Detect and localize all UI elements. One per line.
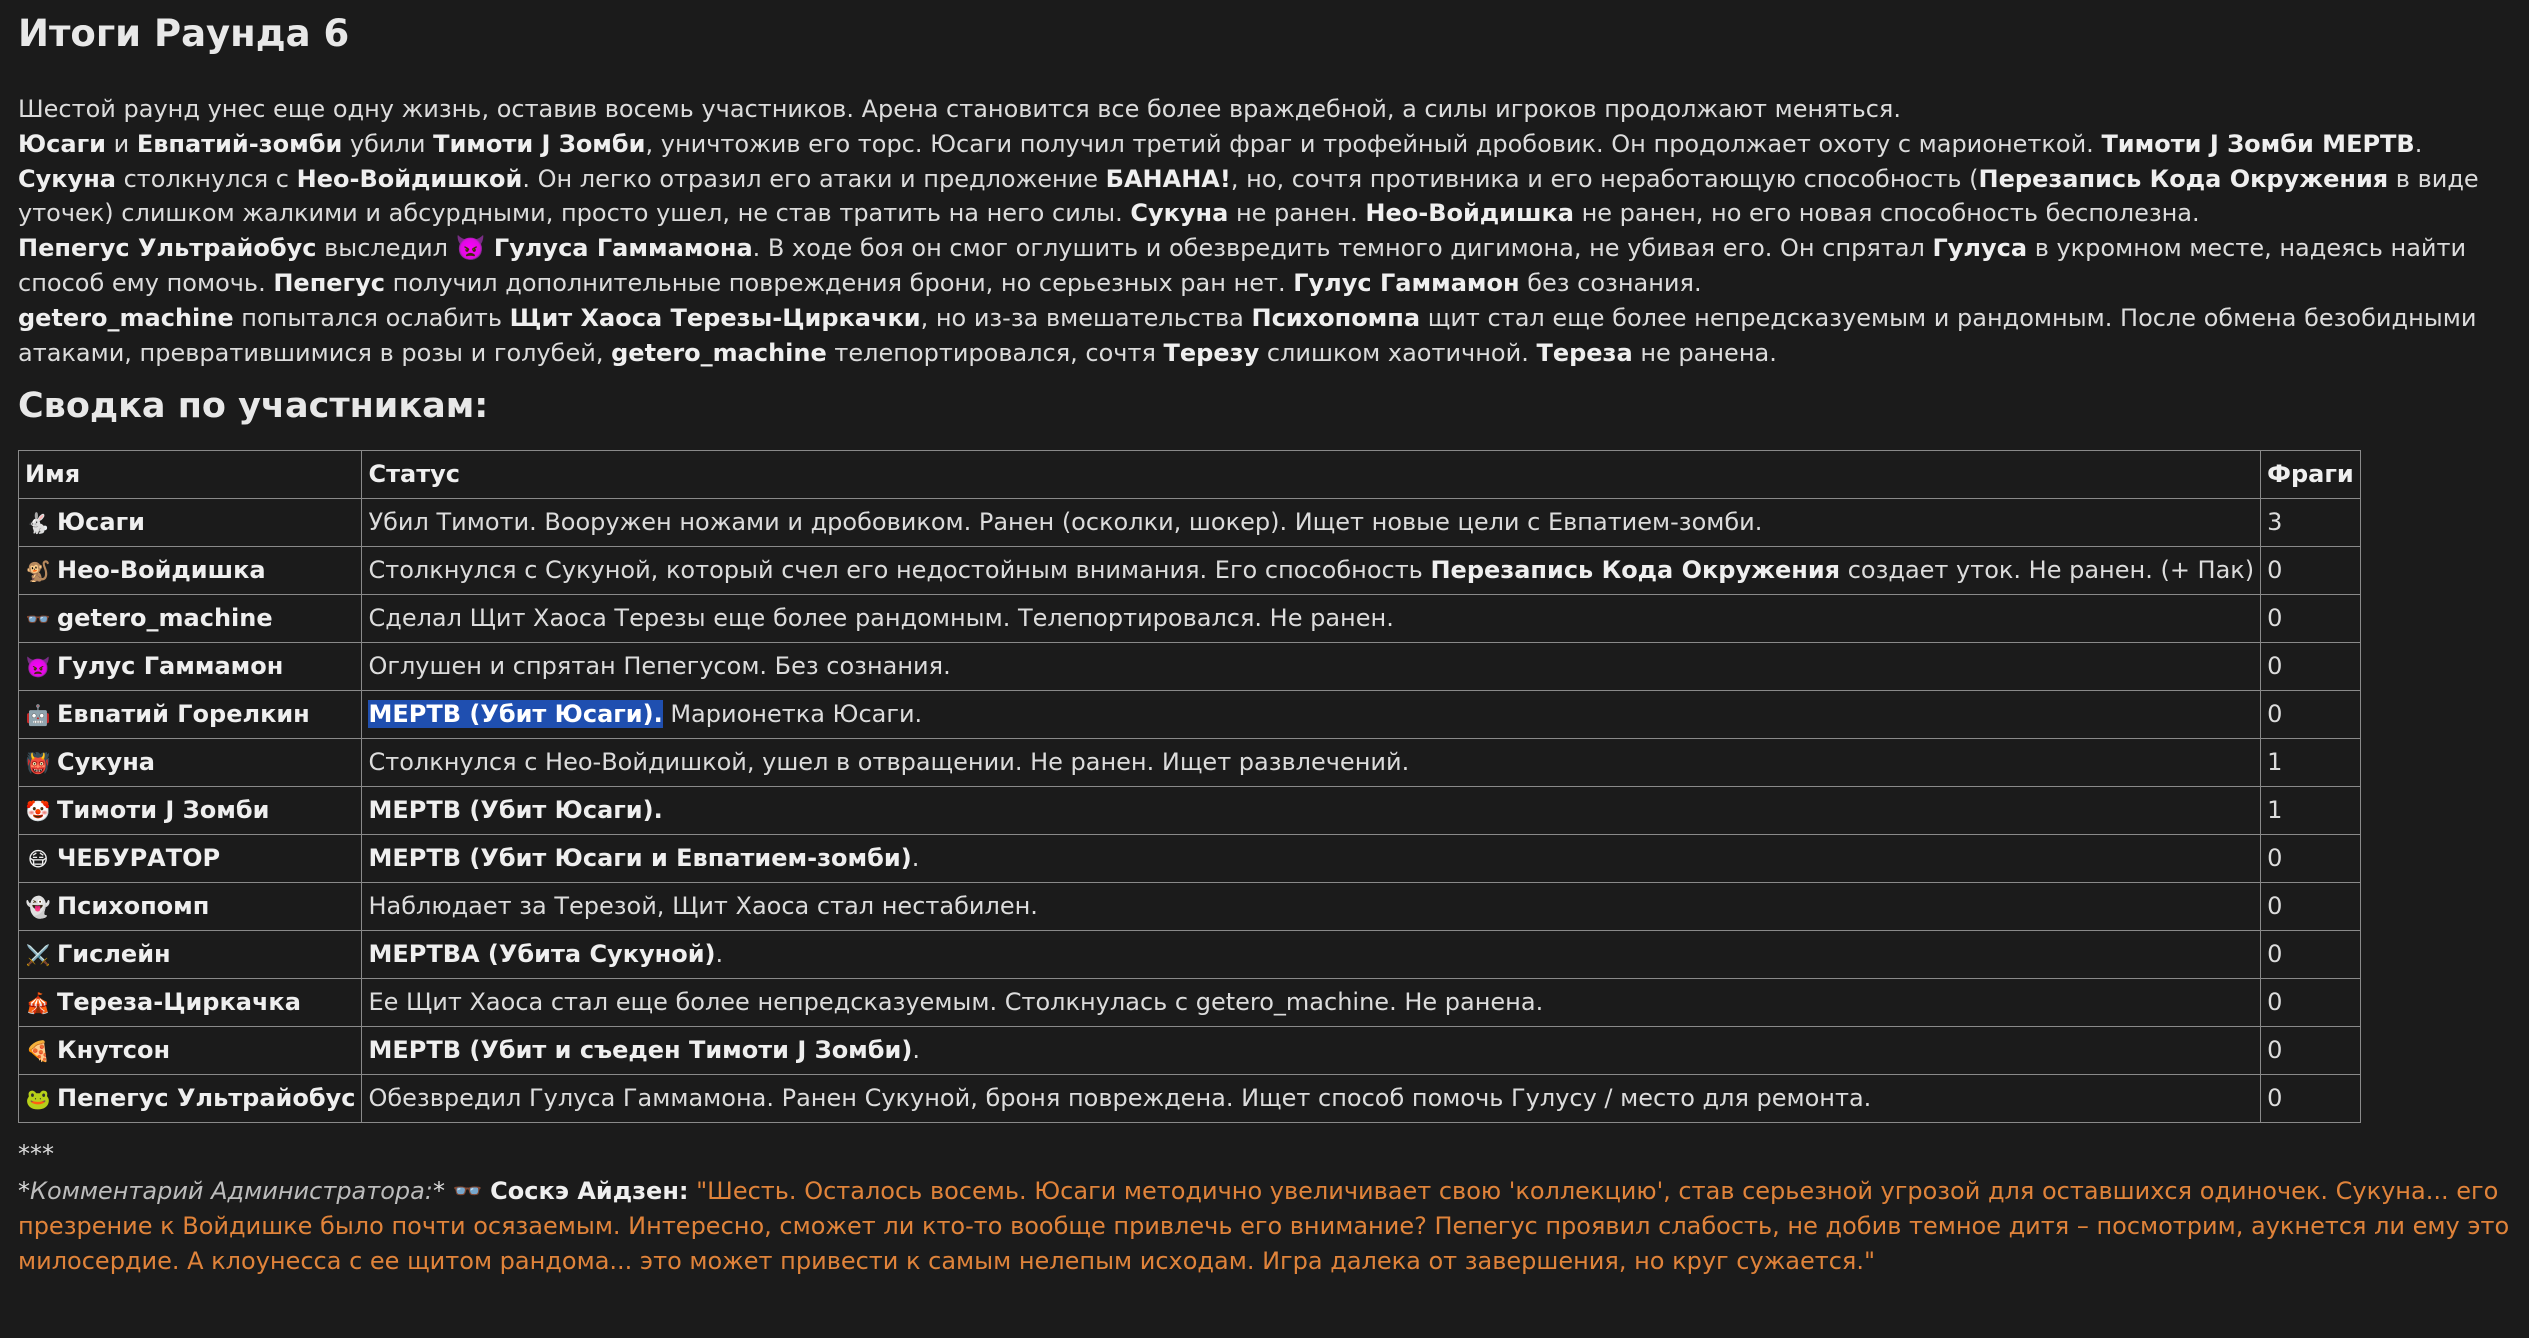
participants-table <box>18 450 2361 1123</box>
participant-name: Кнутсон <box>57 1036 171 1065</box>
round-summary-text <box>18 92 2511 370</box>
text: без сознания. <box>1519 268 1702 297</box>
bold-text: МЕРТВ (Убит Юсаги и Евпатием-зомби) <box>368 844 912 873</box>
text: выследил <box>316 234 456 263</box>
participant-frags-cell: 0 <box>2261 979 2361 1027</box>
glasses-icon: 👓 <box>452 1177 483 1206</box>
participant-name: Тимоти J Зомби <box>57 796 270 825</box>
participant-name-cell <box>19 835 362 883</box>
participant-name-cell <box>19 787 362 835</box>
participant-name: Психопомп <box>57 892 210 921</box>
text: создает уток. Не ранен. (+ Пак) <box>1840 556 2255 585</box>
participant-frags-cell: 0 <box>2261 595 2361 643</box>
participant-emoji-icon: 🐒 <box>25 559 51 584</box>
participant-name: Пепегус Ультрайобус <box>57 1084 356 1113</box>
text: в укромном месте, надеясь найти способ ему помочь. <box>18 234 2467 297</box>
participant-emoji-icon: 👹 <box>25 751 51 776</box>
participant-frags-cell: 0 <box>2261 1075 2361 1123</box>
participant-status-cell <box>362 979 2261 1027</box>
text: Наблюдает за Терезой, Щит Хаоса стал нестабилен. <box>368 892 1038 921</box>
participant-emoji-icon: 🤡 <box>25 799 51 824</box>
bold-text: Психопомпа <box>1251 303 1421 332</box>
text: попытался ослабить <box>233 303 510 332</box>
bold-text: Щит Хаоса Терезы-Циркачки <box>509 303 921 332</box>
participant-status-cell <box>362 595 2261 643</box>
participant-emoji-icon: 👿 <box>25 655 51 680</box>
participant-name: Нео-Войдишка <box>57 556 266 585</box>
text: Ее Щит Хаоса стал еще более непредсказуемым. Столкнулась с getero_machine. Не ранена. <box>368 988 1544 1017</box>
header-name: Имя <box>19 451 362 499</box>
header-frags: Фраги <box>2261 451 2361 499</box>
page-title: Итоги Раунда 6 <box>18 12 350 55</box>
text: столкнулся с <box>115 164 297 193</box>
devil-icon: 👿 <box>455 234 486 263</box>
participant-frags-cell: 1 <box>2261 739 2361 787</box>
text: Оглушен и спрятан Пепегусом. Без сознания. <box>368 652 951 681</box>
bold-text: Гулуса Гаммамона <box>485 234 753 263</box>
table-row <box>19 595 2361 643</box>
table-row <box>19 643 2361 691</box>
participant-emoji-icon: 🐇 <box>25 511 51 536</box>
text: слишком хаотичной. <box>1259 338 1537 367</box>
participant-frags-cell: 0 <box>2261 643 2361 691</box>
comment-speaker: Соскэ Айдзен: <box>490 1177 689 1206</box>
table-header-row <box>19 451 2361 499</box>
text: телепортировался, сочтя <box>826 338 1164 367</box>
participant-status-cell <box>362 883 2261 931</box>
participant-status-cell <box>362 931 2261 979</box>
participant-name: Гулус Гаммамон <box>57 652 284 681</box>
participant-name-cell <box>19 883 362 931</box>
text: , но из-за вмешательства <box>920 303 1252 332</box>
text: Столкнулся с Сукуной, который счел его недостойным внимания. Его способность <box>368 556 1431 585</box>
text: Обезвредил Гулуса Гаммамона. Ранен Сукуной, броня повреждена. Ищет способ помочь Гулусу / место для ремонта. <box>368 1084 1872 1113</box>
participant-emoji-icon: 👻 <box>25 895 51 920</box>
participant-emoji-icon: 😷 <box>27 847 49 872</box>
admin-comment <box>18 1174 2511 1278</box>
participant-name-cell <box>19 595 362 643</box>
participant-frags-cell: 3 <box>2261 499 2361 547</box>
participant-emoji-icon: 🎪 <box>25 991 51 1016</box>
participant-frags-cell: 0 <box>2261 547 2361 595</box>
text: и <box>105 129 137 158</box>
participant-name-cell <box>19 499 362 547</box>
table-row <box>19 835 2361 883</box>
table-row <box>19 1075 2361 1123</box>
participant-status-cell <box>362 787 2261 835</box>
participant-status-cell <box>362 499 2261 547</box>
bold-text: Нео-Войдишка <box>1365 199 1574 228</box>
bold-text: Сукуна <box>1130 199 1229 228</box>
table-row <box>19 739 2361 787</box>
text: Марионетка Юсаги. <box>662 700 923 729</box>
participant-name-cell <box>19 1027 362 1075</box>
participant-name: Тереза-Циркачка <box>57 988 301 1017</box>
table-row <box>19 547 2361 595</box>
participant-frags-cell: 0 <box>2261 931 2361 979</box>
highlighted-text: МЕРТВ (Убит Юсаги). <box>368 700 663 729</box>
participant-frags-cell: 0 <box>2261 1027 2361 1075</box>
text: не ранен. <box>1228 199 1366 228</box>
text: Убил Тимоти. Вооружен ножами и дробовиком. Ранен (осколки, шокер). Ищет новые цели с Евпатием-зомби. <box>368 508 1763 537</box>
text: . <box>912 1036 920 1065</box>
participant-frags-cell: 0 <box>2261 835 2361 883</box>
bold-text: Сукуна <box>18 164 116 193</box>
participant-status-cell <box>362 643 2261 691</box>
participant-status-cell <box>362 1075 2261 1123</box>
participant-emoji-icon: 🍕 <box>25 1039 51 1064</box>
separator: *** <box>18 1140 54 1169</box>
participant-name-cell <box>19 931 362 979</box>
intro-paragraph <box>18 301 2511 371</box>
participant-frags-cell: 1 <box>2261 787 2361 835</box>
bold-text: Нео-Войдишкой <box>296 164 523 193</box>
text: . Он легко отразил его атаки и предложение <box>522 164 1106 193</box>
bold-text: getero_machine <box>611 338 827 367</box>
text: Столкнулся с Нео-Войдишкой, ушел в отвращении. Не ранен. Ищет развлечений. <box>368 748 1410 777</box>
bold-text: МЕРТВ (Убит и съеден Тимоти J Зомби) <box>368 1036 913 1065</box>
text: получил дополнительные повреждения брони, но серьезных ран нет. <box>384 268 1294 297</box>
bold-text: Тимоти J Зомби МЕРТВ <box>2101 129 2415 158</box>
intro-paragraph <box>18 92 2511 127</box>
bold-text: МЕРТВ (Убит Юсаги). <box>368 796 663 825</box>
comment-prefix: * <box>18 1177 30 1206</box>
participant-status-cell <box>362 1027 2261 1075</box>
participant-status-cell <box>362 547 2261 595</box>
bold-text: Тимоти J Зомби <box>433 129 646 158</box>
participant-emoji-icon: ⚔️ <box>25 943 51 968</box>
text: . <box>911 844 920 873</box>
participant-name-cell <box>19 643 362 691</box>
table-row <box>19 1027 2361 1075</box>
bold-text: Тереза <box>1536 338 1633 367</box>
comment-suffix: * <box>432 1177 453 1206</box>
participant-frags-cell: 0 <box>2261 883 2361 931</box>
bold-text: Юсаги <box>18 129 106 158</box>
text: не ранена. <box>1632 338 1777 367</box>
participant-emoji-icon: 🐸 <box>25 1087 51 1112</box>
table-row <box>19 979 2361 1027</box>
participant-status-cell <box>362 835 2261 883</box>
bold-text: Пепегус <box>273 268 385 297</box>
text: Шестой раунд унес еще одну жизнь, оставив восемь участников. Арена становится все более враждебной, а силы игроков продолжают меняться. <box>18 95 1901 123</box>
participant-name: ЧЕБУРАТОР <box>57 844 221 873</box>
bold-text: Евпатий-зомби <box>136 129 343 158</box>
participant-name: Евпатий Горелкин <box>57 700 310 729</box>
text: Сделал Щит Хаоса Терезы еще более рандомным. Телепортировался. Не ранен. <box>368 604 1394 633</box>
participant-name: Гислейн <box>57 940 171 969</box>
bold-text: Пепегус Ультрайобус <box>18 234 317 263</box>
bold-text: getero_machine <box>18 303 234 332</box>
participant-status-cell <box>362 739 2261 787</box>
participant-emoji-icon: 👓 <box>25 607 51 632</box>
bold-text: Перезапись Кода Окружения <box>1430 556 1841 585</box>
text: . В ходе боя он смог оглушить и обезвредить темного дигимона, не убивая его. Он спрятал <box>752 234 1933 263</box>
intro-paragraph <box>18 127 2511 162</box>
participant-name-cell <box>19 1075 362 1123</box>
table-row <box>19 691 2361 739</box>
bold-text: Терезу <box>1163 338 1260 367</box>
bold-text: Гулуса <box>1932 234 2028 263</box>
participant-name-cell <box>19 979 362 1027</box>
text: . <box>2414 129 2423 158</box>
participant-name: Сукуна <box>57 748 155 777</box>
text: не ранен, но его новая способность бесполезна. <box>1573 199 2200 228</box>
participant-frags-cell: 0 <box>2261 691 2361 739</box>
text: в виде уточек) слишком жалкими и абсурдными, просто ушел, не став тратить на него силы. <box>18 164 2479 228</box>
participant-name-cell <box>19 691 362 739</box>
header-status: Статус <box>362 451 2261 499</box>
participant-status-cell <box>362 691 2261 739</box>
text: щит стал еще более непредсказуемым и рандомным. После обмена безобидными атаками, превратившимися в розы и голубей, <box>18 303 2477 367</box>
participant-name-cell <box>19 739 362 787</box>
summary-heading: Сводка по участникам: <box>18 386 489 427</box>
intro-paragraph <box>18 231 2511 301</box>
participant-name: Юсаги <box>57 508 145 537</box>
participant-name-cell <box>19 547 362 595</box>
bold-text: МЕРТВА (Убита Сукуной) <box>368 940 716 969</box>
bold-text: БАНАНА! <box>1105 164 1231 193</box>
comment-quote: "Шесть. Осталось восемь. Юсаги методично увеличивает свою 'коллекцию', став серьезной угрозой для оставшихся одиночек. Сукуна... его презрение к Войдишке было почти осязаемым. Интересно, сможет ли кто-то вообще привлечь его внимание? Пепегус проявил слабость, не добив темное дитя – посмотрим, аукнется ли ему это милосердие. А клоунесса с ее щитом рандома... это может привести к самым нелепым исходам. Игра далека от завершения, но круг сужается." <box>18 1177 2510 1275</box>
text: . <box>715 940 724 969</box>
bold-text: Перезапись Кода Окружения <box>1978 164 2389 193</box>
participant-emoji-icon: 🤖 <box>25 703 51 728</box>
table-row <box>19 787 2361 835</box>
table-row <box>19 931 2361 979</box>
text: , но, сочтя противника и его неработающую способность ( <box>1230 164 1979 193</box>
comment-label: Комментарий Администратора: <box>30 1177 433 1206</box>
participant-name: getero_machine <box>57 604 273 633</box>
text: убили <box>342 129 434 158</box>
text: , уничтожив его торс. Юсаги получил третий фраг и трофейный дробовик. Он продолжает охоту с марионеткой. <box>645 129 2102 158</box>
table-row <box>19 499 2361 547</box>
intro-paragraph <box>18 162 2511 232</box>
table-row <box>19 883 2361 931</box>
bold-text: Гулус Гаммамон <box>1293 268 1520 297</box>
